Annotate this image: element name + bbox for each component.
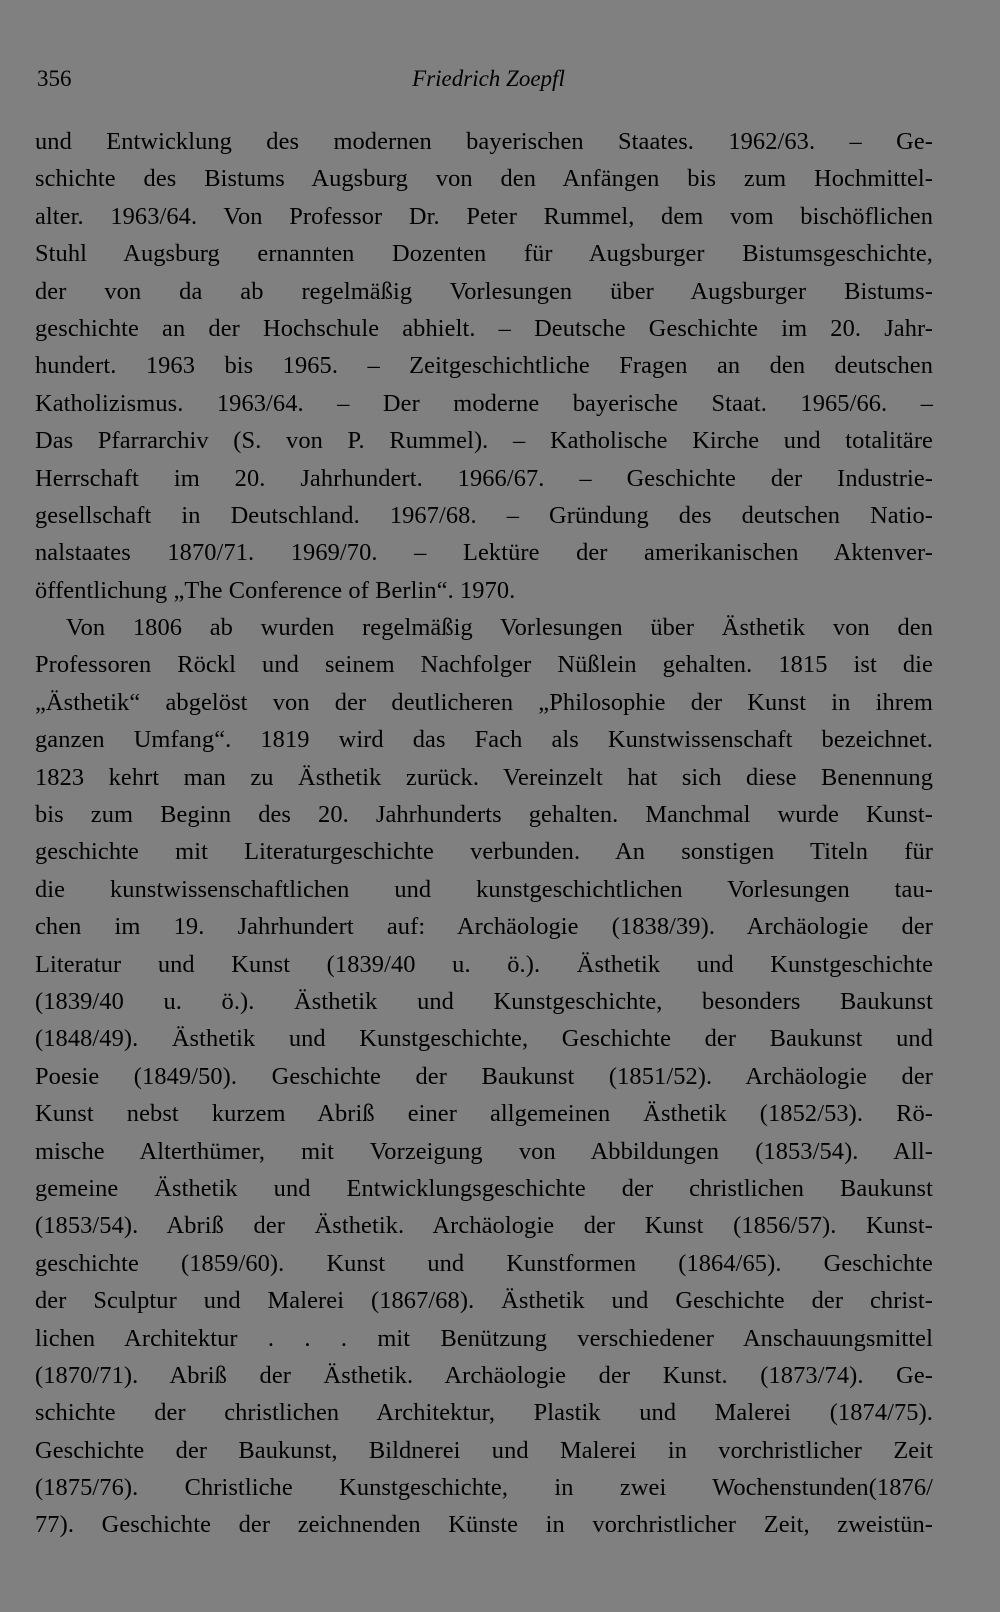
text-line: Das Pfarrarchiv (S. von P. Rummel). – Katholische Kirche und totalitäre xyxy=(35,427,933,455)
text-line: der Sculptur und Malerei (1867/68). Ästhetik und Geschichte der christ- xyxy=(35,1287,933,1315)
text-line: schichte der christlichen Architektur, Plastik und Malerei (1874/75). xyxy=(35,1399,933,1427)
page-header xyxy=(37,66,940,100)
text-line: nalstaates 1870/71. 1969/70. – Lektüre der amerikanischen Aktenver- xyxy=(35,539,933,567)
text-line: ganzen Umfang“. 1819 wird das Fach als Kunstwissenschaft bezeichnet. xyxy=(35,726,933,754)
text-line: Stuhl Augsburg ernannten Dozenten für Augsburger Bistumsgeschichte, xyxy=(35,240,933,268)
text-line: Von 1806 ab wurden regelmäßig Vorlesungen über Ästhetik von den xyxy=(66,614,933,642)
text-line: alter. 1963/64. Von Professor Dr. Peter Rummel, dem vom bischöflichen xyxy=(35,202,933,230)
page-number: 356 xyxy=(37,66,72,91)
text-line: Geschichte der Baukunst, Bildnerei und Malerei in vorchristlicher Zeit xyxy=(35,1436,933,1464)
text-line: Professoren Röckl und seinem Nachfolger Nüßlein gehalten. 1815 ist die xyxy=(35,651,933,679)
text-line: (1870/71). Abriß der Ästhetik. Archäologie der Kunst. (1873/74). Ge- xyxy=(35,1361,933,1389)
text-line: mische Alterthümer, mit Vorzeigung von Abbildungen (1853/54). All- xyxy=(35,1137,933,1165)
running-head: Friedrich Zoepfl xyxy=(412,66,565,91)
text-line: 1823 kehrt man zu Ästhetik zurück. Vereinzelt hat sich diese Benennung xyxy=(35,763,933,791)
text-line: Poesie (1849/50). Geschichte der Baukunst (1851/52). Archäologie der xyxy=(35,1062,933,1090)
text-line: die kunstwissenschaftlichen und kunstgeschichtlichen Vorlesungen tau- xyxy=(35,875,933,903)
body-text xyxy=(35,123,933,1544)
text-line: (1853/54). Abriß der Ästhetik. Archäologie der Kunst (1856/57). Kunst- xyxy=(35,1212,933,1240)
text-line: „Ästhetik“ abgelöst von der deutlicheren „Philosophie der Kunst in ihrem xyxy=(35,688,933,716)
text-line: lichen Architektur . . . mit Benützung verschiedener Anschauungsmittel xyxy=(35,1324,933,1352)
text-line: Katholizismus. 1963/64. – Der moderne bayerische Staat. 1965/66. – xyxy=(35,389,933,417)
text-line: (1875/76). Christliche Kunstgeschichte, in zwei Wochenstunden(1876/ xyxy=(35,1474,933,1502)
text-line: chen im 19. Jahrhundert auf: Archäologie (1838/39). Archäologie der xyxy=(35,913,933,941)
text-line: Kunst nebst kurzem Abriß einer allgemeinen Ästhetik (1852/53). Rö- xyxy=(35,1100,933,1128)
text-line: der von da ab regelmäßig Vorlesungen über Augsburger Bistums- xyxy=(35,277,933,305)
text-line: Herrschaft im 20. Jahrhundert. 1966/67. – Geschichte der Industrie- xyxy=(35,464,933,492)
text-line: gemeine Ästhetik und Entwicklungsgeschichte der christlichen Baukunst xyxy=(35,1174,933,1202)
text-line: öffentlichung „The Conference of Berlin“. 1970. xyxy=(35,576,516,604)
text-line: geschichte an der Hochschule abhielt. – Deutsche Geschichte im 20. Jahr- xyxy=(35,314,933,342)
text-line: Literatur und Kunst (1839/40 u. ö.). Ästhetik und Kunstgeschichte xyxy=(35,950,933,978)
text-line: bis zum Beginn des 20. Jahrhunderts gehalten. Manchmal wurde Kunst- xyxy=(35,801,933,829)
text-line: und Entwicklung des modernen bayerischen Staates. 1962/63. – Ge- xyxy=(35,128,933,155)
text-line: 77). Geschichte der zeichnenden Künste in vorchristlicher Zeit, zweistün- xyxy=(35,1511,933,1539)
text-line: hundert. 1963 bis 1965. – Zeitgeschichtliche Fragen an den deutschen xyxy=(35,352,933,380)
text-line: (1848/49). Ästhetik und Kunstgeschichte, Geschichte der Baukunst und xyxy=(35,1025,933,1053)
text-line: geschichte (1859/60). Kunst und Kunstformen (1864/65). Geschichte xyxy=(35,1249,933,1277)
text-line: gesellschaft in Deutschland. 1967/68. – Gründung des deutschen Natio- xyxy=(35,501,933,529)
text-line: schichte des Bistums Augsburg von den Anfängen bis zum Hochmittel- xyxy=(35,165,933,193)
text-line: geschichte mit Literaturgeschichte verbunden. An sonstigen Titeln für xyxy=(35,838,933,866)
text-line: (1839/40 u. ö.). Ästhetik und Kunstgeschichte, besonders Baukunst xyxy=(35,987,933,1015)
